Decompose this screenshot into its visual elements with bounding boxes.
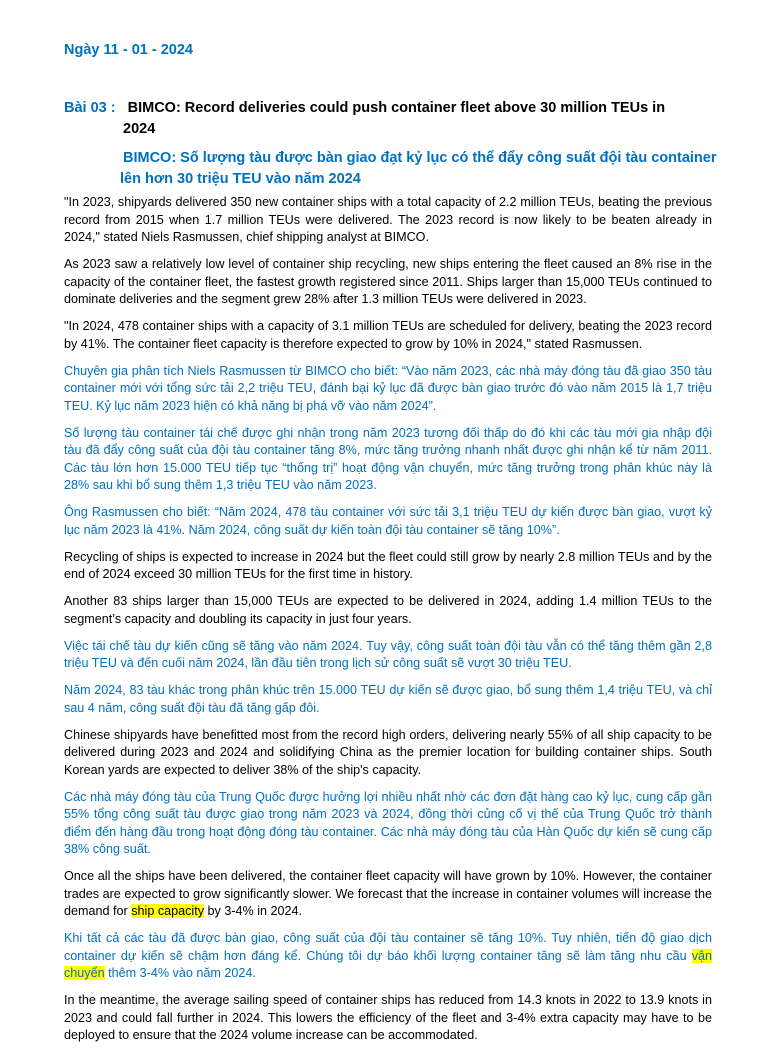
paragraph-vi-7-text-after: thêm 3-4% vào năm 2024. xyxy=(104,966,256,980)
paragraph-vi-4: Việc tái chế tàu dự kiến cũng sẽ tăng vào năm 2024. Tuy vậy, công suất toàn đội tàu vẫn có thể tăng thêm gần 2,8 triệu TEU và đến cuối năm 2024, lần đầu tiên trong lịch sử công suất sẽ vượt 30 triệu TEU. xyxy=(64,638,712,670)
paragraph-en-8: In the meantime, the average sailing speed of container ships has reduced from 14.3 knots in 2022 to 13.9 knots in 2023 and could fall further in 2024. This lowers the efficiency of the fleet and 3-4% extra capacity may have to be deployed to ensure that the 2024 volume increase can be accommodated. xyxy=(64,993,712,1042)
article-body xyxy=(64,194,712,1054)
paragraph-vi-5: Năm 2024, 83 tàu khác trong phân khúc trên 15.000 TEU dự kiến sẽ được giao, bổ sung thêm 1,4 triệu TEU, và chỉ sau 4 năm, công suất đội tàu đã tăng gấp đôi. xyxy=(64,683,712,715)
paragraph-vi-6: Các nhà máy đóng tàu của Trung Quốc được hưởng lợi nhiều nhất nhờ các đơn đặt hàng cao kỷ lục, cung cấp gần 55% tổng công suất tàu được giao trong năm 2023 và 2024, đồng thời củng cố vị thế của Trung Quốc trở thành điểm đến hàng đầu trong hoạt động đóng tàu container. Các nhà máy đóng tàu của Hàn Quốc dự kiến sẽ cung cấp 38% công suất. xyxy=(64,789,712,856)
article-heading xyxy=(64,98,718,140)
article-title-english: BIMCO: Record deliveries could push container fleet above 30 million TEUs in xyxy=(127,100,666,116)
paragraph-en-6: Chinese shipyards have benefitted most from the record high orders, delivering nearly 55% of all ship capacity to be delivered during 2023 and 2024 and solidifying China as the premier location for building container ships. South Korean yards are expected to deliver 38% of the ship's capacity. xyxy=(64,727,712,777)
article-number-label: Bài 03 : xyxy=(64,100,116,116)
paragraph-vi-3: Ông Rasmussen cho biết: “Năm 2024, 478 tàu container với sức tải 3,1 triệu TEU dự kiến được bàn giao, vượt kỷ lục năm 2023 là 41%. Năm 2024, công suất dự kiến toàn đội tàu container sẽ tăng 10%”. xyxy=(64,505,712,537)
article-title-vietnamese: BIMCO: Số lượng tàu được bàn giao đạt kỷ lục có thể đẩy công suất đội tàu container lên hơn 30 triệu TEU vào năm 2024 xyxy=(120,150,717,187)
paragraph-en-3: "In 2024, 478 container ships with a capacity of 3.1 million TEUs are scheduled for delivery, beating the 2023 record by 41%. The container fleet capacity is therefore expected to grow by 10% in 2024," stated Rasmussen. xyxy=(64,319,712,351)
paragraph-en-1: "In 2023, shipyards delivered 350 new container ships with a total capacity of 2.2 million TEUs, beating the previous record from 2015 when 1.7 million TEUs were delivered. The 2023 record is now likely to be beaten already in 2024," stated Niels Rasmussen, chief shipping analyst at BIMCO. xyxy=(64,195,712,244)
paragraph-en-5: Another 83 ships larger than 15,000 TEUs are expected to be delivered in 2024, adding 1.4 million TEUs to the segment’s capacity and doubling its capacity in just four years. xyxy=(64,594,712,626)
highlighted-text: vận chuyển xyxy=(64,948,712,980)
paragraph-vi-7 xyxy=(64,930,712,983)
document-date: Ngày 11 - 01 - 2024 xyxy=(64,42,193,58)
paragraph-vi-2: Số lượng tàu container tái chế được ghi nhận trong năm 2023 tương đối thấp do đó khi các tàu mới gia nhập đội tàu đã đẩy công suất của đội tàu container tăng 8%, mức tăng trưởng nhanh nhất được ghi nhận kể từ năm 2011. Các tàu lớn hơn 15.000 TEU tiếp tục “thống trị” hoạt động vận chuyển, mức tăng trưởng trong phân khúc này là 28% sau khi bổ sung thêm 1,3 triệu TEU vào năm 2023. xyxy=(64,425,712,492)
paragraph-en-4: Recycling of ships is expected to increase in 2024 but the fleet could still grow by nearly 2.8 million TEUs and by the end of 2024 exceed 30 million TEUs for the first time in history. xyxy=(64,549,712,581)
paragraph-vi-7-text-before: Khi tất cả các tàu đã được bàn giao, công suất của đội tàu container sẽ tăng 10%. Tuy nhiên, tiến độ giao dịch container dự kiến sẽ chậm hơn đáng kể. Chúng tôi dự báo khối lượng container tăng sẽ làm tăng nhu cầu xyxy=(64,931,712,963)
highlighted-text: ship capacity xyxy=(131,904,205,918)
paragraph-vi-1: Chuyên gia phân tích Niels Rasmussen từ BIMCO cho biết: “Vào năm 2023, các nhà máy đóng tàu đã giao 350 tàu container mới với tổng sức tải 2,2 triệu TEU, đánh bại kỷ lục đã được bàn giao trước đó vào năm 2015 là 1,7 triệu TEU. Kỷ lục năm 2023 hiện có khả năng bị phá vỡ vào năm 2024”. xyxy=(64,363,712,413)
paragraph-en-2: As 2023 saw a relatively low level of container ship recycling, new ships entering the fleet caused an 8% rise in the capacity of the container fleet, the fastest growth registered since 2011. Ships larger than 15,000 TEUs continued to dominate deliveries and the segment grew 28% after 1.3 million TEUs were delivered in 2023. xyxy=(64,257,712,306)
paragraph-en-7-text-after: by 3-4% in 2024. xyxy=(204,904,303,918)
paragraph-en-7 xyxy=(64,868,712,921)
article-title-english-continued: 2024 xyxy=(123,121,156,137)
paragraph-en-7-text-before: Once all the ships have been delivered, the container fleet capacity will have grown by 10%. However, the container trades are expected to grow significantly slower. We forecast that the increase in container volumes will increase the demand for xyxy=(64,869,712,918)
